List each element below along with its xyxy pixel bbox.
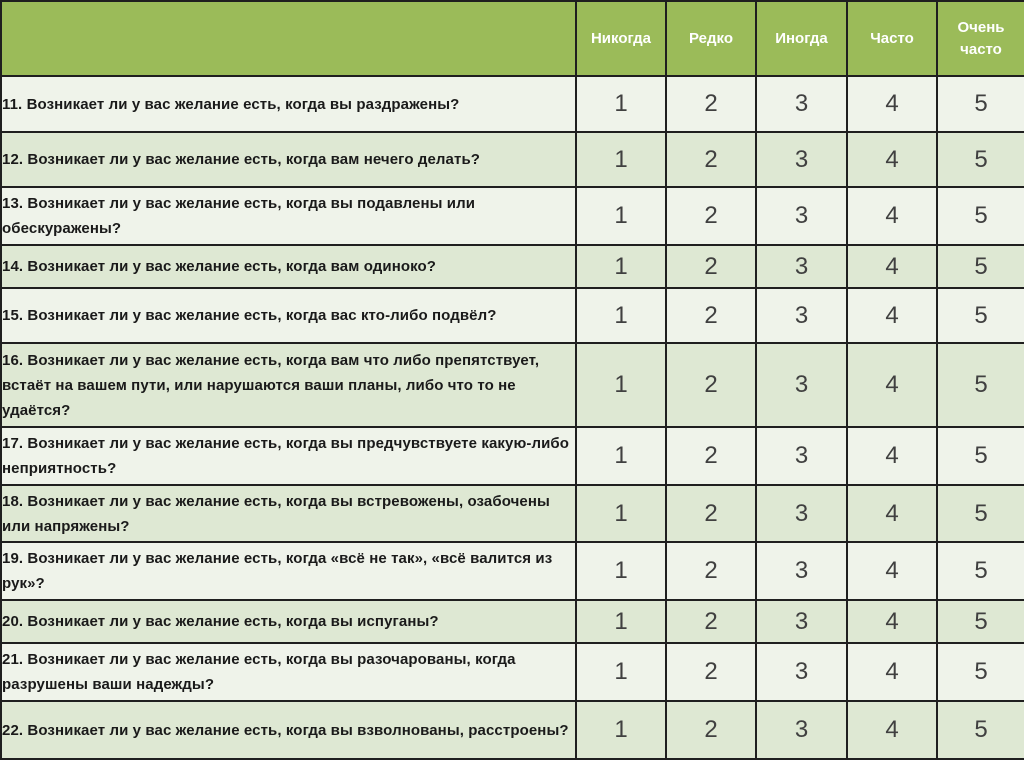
rating-cell[interactable]: 4: [847, 76, 937, 132]
question-cell: 19. Возникает ли у вас желание есть, когда «всё не так», «всё валится из рук»?: [1, 542, 576, 600]
rating-cell[interactable]: 1: [576, 427, 666, 485]
column-header-very-often-line1: Очень: [957, 18, 1005, 36]
rating-cell[interactable]: 3: [756, 132, 847, 187]
question-cell: 17. Возникает ли у вас желание есть, когда вы предчувствуете какую-либо неприятность?: [1, 427, 576, 485]
rating-cell[interactable]: 2: [666, 288, 756, 343]
rating-cell[interactable]: 3: [756, 187, 847, 245]
rating-cell[interactable]: 2: [666, 245, 756, 288]
rating-cell[interactable]: 5: [937, 542, 1024, 600]
table-row: [1, 427, 1024, 485]
rating-cell[interactable]: 5: [937, 187, 1024, 245]
rating-cell[interactable]: 2: [666, 600, 756, 643]
question-cell: 18. Возникает ли у вас желание есть, когда вы встревожены, озабочены или напряжены?: [1, 485, 576, 542]
rating-cell[interactable]: 2: [666, 485, 756, 542]
table-row: [1, 485, 1024, 542]
rating-cell[interactable]: 3: [756, 643, 847, 701]
rating-cell[interactable]: 2: [666, 701, 756, 759]
rating-cell[interactable]: 3: [756, 245, 847, 288]
table-row: [1, 542, 1024, 600]
rating-cell[interactable]: 1: [576, 600, 666, 643]
rating-cell[interactable]: 4: [847, 187, 937, 245]
rating-cell[interactable]: 4: [847, 542, 937, 600]
question-cell: 11. Возникает ли у вас желание есть, когда вы раздражены?: [1, 76, 576, 132]
question-cell: 15. Возникает ли у вас желание есть, когда вас кто-либо подвёл?: [1, 288, 576, 343]
table-row: [1, 132, 1024, 187]
rating-cell[interactable]: 3: [756, 427, 847, 485]
question-column-header: [1, 1, 576, 76]
rating-cell[interactable]: 2: [666, 343, 756, 427]
rating-cell[interactable]: 1: [576, 343, 666, 427]
table-row: [1, 245, 1024, 288]
rating-cell[interactable]: 2: [666, 427, 756, 485]
rating-cell[interactable]: 1: [576, 643, 666, 701]
column-header-sometimes: Иногда: [756, 1, 847, 76]
table-row: [1, 701, 1024, 759]
rating-cell[interactable]: 4: [847, 245, 937, 288]
table-row: [1, 600, 1024, 643]
rating-cell[interactable]: 5: [937, 701, 1024, 759]
rating-cell[interactable]: 2: [666, 76, 756, 132]
rating-cell[interactable]: 5: [937, 245, 1024, 288]
question-cell: 13. Возникает ли у вас желание есть, когда вы подавлены или обескуражены?: [1, 187, 576, 245]
table-row: [1, 343, 1024, 427]
rating-cell[interactable]: 4: [847, 701, 937, 759]
table-row: [1, 288, 1024, 343]
rating-cell[interactable]: 1: [576, 245, 666, 288]
rating-cell[interactable]: 2: [666, 132, 756, 187]
rating-cell[interactable]: 3: [756, 76, 847, 132]
rating-cell[interactable]: 4: [847, 288, 937, 343]
rating-cell[interactable]: 5: [937, 427, 1024, 485]
rating-cell[interactable]: 1: [576, 76, 666, 132]
rating-cell[interactable]: 5: [937, 76, 1024, 132]
rating-cell[interactable]: 4: [847, 600, 937, 643]
rating-cell[interactable]: 4: [847, 132, 937, 187]
rating-cell[interactable]: 1: [576, 187, 666, 245]
question-cell: 14. Возникает ли у вас желание есть, когда вам одиноко?: [1, 245, 576, 288]
rating-cell[interactable]: 3: [756, 485, 847, 542]
rating-cell[interactable]: 1: [576, 288, 666, 343]
column-header-rarely: Редко: [666, 1, 756, 76]
header-row: [1, 1, 1024, 76]
rating-cell[interactable]: 4: [847, 643, 937, 701]
question-cell: 16. Возникает ли у вас желание есть, когда вам что либо препятствует, встаёт на вашем пути, или нарушаются ваши планы, либо что то не удаётся?: [1, 343, 576, 427]
rating-cell[interactable]: 2: [666, 187, 756, 245]
column-header-often: Часто: [847, 1, 937, 76]
rating-cell[interactable]: 3: [756, 343, 847, 427]
rating-cell[interactable]: 2: [666, 542, 756, 600]
rating-cell[interactable]: 5: [937, 600, 1024, 643]
column-header-never: Никогда: [576, 1, 666, 76]
rating-cell[interactable]: 1: [576, 132, 666, 187]
rating-cell[interactable]: 5: [937, 343, 1024, 427]
question-cell: 12. Возникает ли у вас желание есть, когда вам нечего делать?: [1, 132, 576, 187]
table-row: [1, 643, 1024, 701]
rating-cell[interactable]: 4: [847, 485, 937, 542]
column-header-very-often: [937, 1, 1024, 76]
rating-cell[interactable]: 4: [847, 427, 937, 485]
table-row: [1, 76, 1024, 132]
rating-cell[interactable]: 3: [756, 600, 847, 643]
rating-cell[interactable]: 2: [666, 643, 756, 701]
rating-cell[interactable]: 1: [576, 485, 666, 542]
question-cell: 21. Возникает ли у вас желание есть, когда вы разочарованы, когда разрушены ваши надежды?: [1, 643, 576, 701]
rating-cell[interactable]: 1: [576, 701, 666, 759]
table-row: [1, 187, 1024, 245]
rating-cell[interactable]: 3: [756, 542, 847, 600]
rating-cell[interactable]: 3: [756, 701, 847, 759]
rating-cell[interactable]: 5: [937, 132, 1024, 187]
rating-cell[interactable]: 5: [937, 288, 1024, 343]
rating-cell[interactable]: 5: [937, 643, 1024, 701]
rating-cell[interactable]: 1: [576, 542, 666, 600]
rating-cell[interactable]: 5: [937, 485, 1024, 542]
column-header-very-often-line2: часто: [960, 40, 1002, 58]
question-cell: 22. Возникает ли у вас желание есть, когда вы взволнованы, расстроены?: [1, 701, 576, 759]
rating-cell[interactable]: 4: [847, 343, 937, 427]
question-cell: 20. Возникает ли у вас желание есть, когда вы испуганы?: [1, 600, 576, 643]
rating-cell[interactable]: 3: [756, 288, 847, 343]
